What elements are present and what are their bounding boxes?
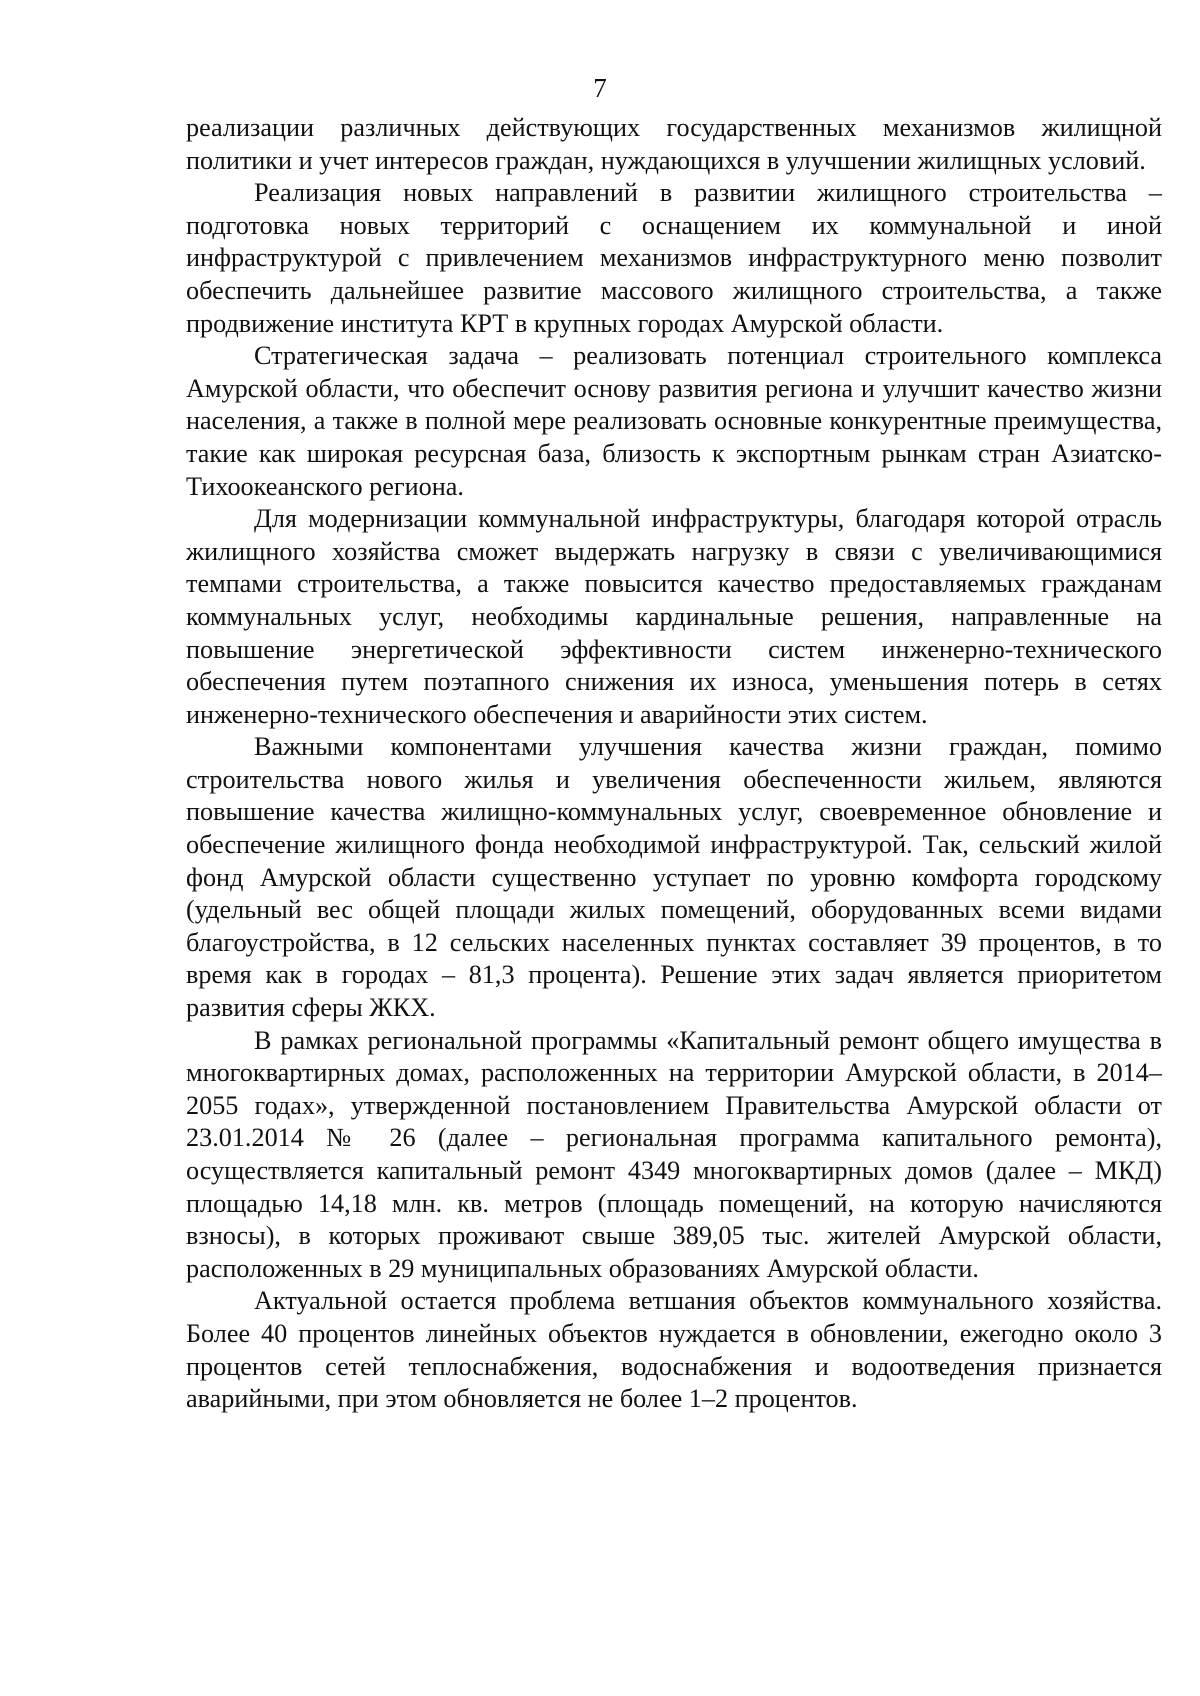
- paragraph-infrastructure-modernization: Для модернизации коммунальной инфраструктуры, благодаря которой отрасль жилищного хозяйства сможет выдержать нагрузку в связи с увеличивающимися темпами строительства, а также повысится качество предоставляемых гражданам коммунальных услуг, необходимы кардинальные решения, направленные на повышение энергетической эффективности систем инженерно-технического обеспечения путем поэтапного снижения их износа, уменьшения потерь в сетях инженерно-технического обеспечения и аварийности этих систем.: [186, 504, 1162, 729]
- paragraph-quality-of-life: Важными компонентами улучшения качества жизни граждан, помимо строительства нового жилья и увеличения обеспеченности жильем, являются повышение качества жилищно-коммунальных услуг, своевременное обновление и обеспечение жилищного фонда необходимой инфраструктурой. Так, сельский жилой фонд Амурской области существенно уступает по уровню комфорта городскому (удельный вес общей площади жилых помещений, оборудованных всеми видами благоустройства, в 12 сельских населенных пунктах составляет 39 процентов, в то время как в городах – 81,3 процента). Решение этих задач является приоритетом развития сферы ЖКХ.: [186, 732, 1162, 1023]
- page-number: 7: [593, 73, 607, 103]
- paragraph-housing-directions: Реализация новых направлений в развитии жилищного строительства – подготовка новых территорий с оснащением их коммунальной и иной инфраструктурой с привлечением механизмов инфраструктурного меню позволит обеспечить дальнейшее развитие массового жилищного строительства, а также продвижение института КРТ в крупных городах Амурской области.: [186, 178, 1162, 338]
- paragraph-continuation: реализации различных действующих государственных механизмов жилищной политики и учет интересов граждан, нуждающихся в улучшении жилищных условий.: [186, 113, 1162, 175]
- paragraph-capital-repair-program: В рамках региональной программы «Капитальный ремонт общего имущества в многоквартирных домах, расположенных на территории Амурской области, в 2014–2055 годах», утвержденной постановлением Правительства Амурской области от 23.01.2014 № 26 (далее – региональная программа капитального ремонта), осуществляется капитальный ремонт 4349 многоквартирных домов (далее – МКД) площадью 14,18 млн. кв. метров (площадь помещений, на которую начисляются взносы), в которых проживают свыше 389,05 тыс. жителей Амурской области, расположенных в 29 муниципальных образованиях Амурской области.: [186, 1025, 1162, 1283]
- paragraph-utility-deterioration: Актуальной остается проблема ветшания объектов коммунального хозяйства. Более 40 процентов линейных объектов нуждается в обновлении, ежегодно около 3 процентов сетей теплоснабжения, водоснабжения и водоотведения признается аварийными, при этом обновляется не более 1–2 процентов.: [186, 1286, 1162, 1414]
- document-body: [186, 112, 1162, 1416]
- paragraph-strategic-task: Стратегическая задача – реализовать потенциал строительного комплекса Амурской области, что обеспечит основу развития региона и улучшит качество жизни населения, а также в полной мере реализовать основные конкурентные преимущества, такие как широкая ресурсная база, близость к экспортным рынкам стран Азиатско-Тихоокеанского региона.: [186, 341, 1162, 501]
